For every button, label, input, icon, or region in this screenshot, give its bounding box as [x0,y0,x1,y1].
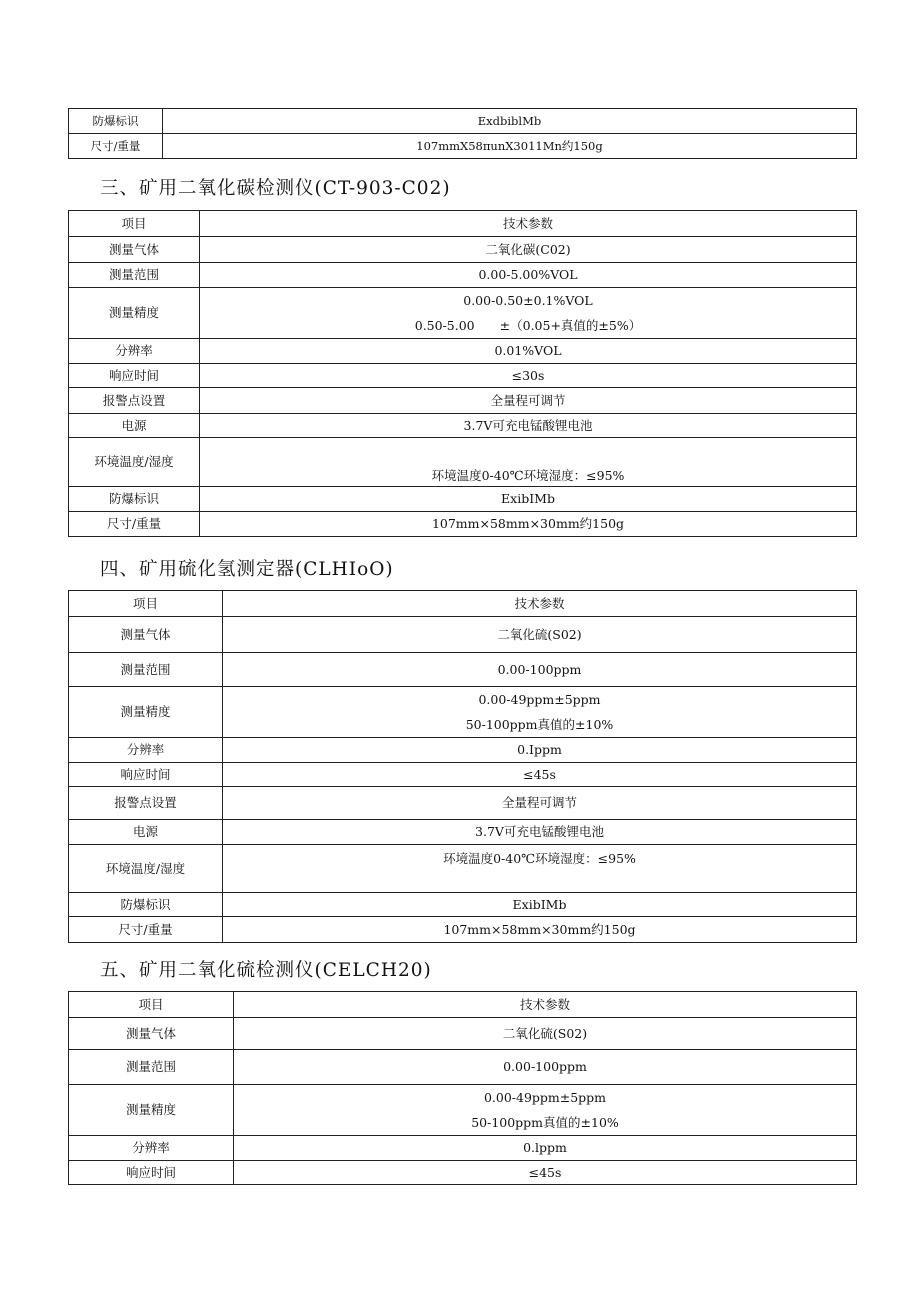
spec-table-section3 [68,210,857,537]
row-label: 尺寸/重量 [69,134,163,159]
row-label: 测量范围 [69,263,200,288]
table-row [69,1018,857,1050]
section4-table-wrap [68,590,857,943]
header-item: 项目 [69,211,200,237]
table-row [69,237,857,263]
table-row [69,414,857,438]
row-label: 测量气体 [69,617,223,653]
row-value-multiline [200,288,857,339]
table-row [69,1085,857,1136]
table-row [69,1161,857,1185]
row-value: 二氧化硫(S02) [223,617,857,653]
accuracy-line-2: 50-100ppm真值的±10% [465,717,614,732]
row-label: 电源 [69,414,200,438]
row-value: 0.01%VOL [200,339,857,364]
section-heading: 五、矿用二氧化硫检测仪(CELCH20) [100,960,432,981]
row-label: 电源 [69,820,223,845]
row-label: 测量范围 [69,653,223,687]
row-label: 防爆标识 [69,109,163,134]
row-value: 3.7V可充电锰酸锂电池 [200,414,857,438]
table-row [69,109,857,134]
row-value-multiline [234,1085,857,1136]
row-value: 全量程可调节 [223,787,857,820]
row-label: 测量精度 [69,288,200,339]
row-value: 二氧化碳(C02) [200,237,857,263]
row-label: 尺寸/重量 [69,917,223,943]
row-label: 报警点设置 [69,388,200,414]
table-header-row [69,211,857,237]
row-value: 107mm×58mm×30mm约150g [200,512,857,537]
accuracy-line-1: 0.00-49ppm±5ppm [478,692,601,707]
table-row [69,763,857,787]
accuracy-line-1: 0.00-0.50±0.1%VOL [463,293,593,308]
header-item: 项目 [69,591,223,617]
section-heading: 三、矿用二氧化碳检测仪(CT-903-C02) [100,178,451,199]
header-param: 技术参数 [200,211,857,237]
row-label: 测量范围 [69,1050,234,1085]
row-value: ≤30s [200,364,857,388]
table-row [69,687,857,738]
table-row [69,487,857,512]
row-value: 0.lppm [234,1136,857,1161]
header-param: 技术参数 [223,591,857,617]
spec-table-0 [68,108,857,159]
row-value: 二氧化硫(S02) [234,1018,857,1050]
spec-table-section5 [68,991,857,1185]
row-label: 分辨率 [69,339,200,364]
table-row [69,820,857,845]
table-row [69,263,857,288]
table-row [69,288,857,339]
accuracy-line-2: 0.50-5.00 ±（0.05+真值的±5%） [414,318,642,333]
table-header-row [69,591,857,617]
table-row [69,364,857,388]
row-value: 环境温度0-40℃环境湿度：≤95% [223,845,857,893]
table-row [69,134,857,159]
spec-table-section4 [68,590,857,943]
row-label: 响应时间 [69,1161,234,1185]
row-value: ≤45s [223,763,857,787]
header-item: 项目 [69,992,234,1018]
table-row [69,512,857,537]
table-row [69,339,857,364]
table-continued [68,108,857,159]
row-value: 全量程可调节 [200,388,857,414]
table-row [69,917,857,943]
row-label: 报警点设置 [69,787,223,820]
row-value: ExdbiblMb [163,109,857,134]
row-value: ExibIMb [223,893,857,917]
table-row [69,893,857,917]
section5-table-wrap [68,991,857,1185]
accuracy-line-1: 0.00-49ppm±5ppm [483,1090,607,1105]
row-value: 0.00-5.00%VOL [200,263,857,288]
row-value: ExibIMb [200,487,857,512]
header-param: 技术参数 [234,992,857,1018]
row-label: 响应时间 [69,763,223,787]
row-value: 0.00-100ppm [234,1050,857,1085]
table-row [69,738,857,763]
table-row [69,1050,857,1085]
table-row [69,1136,857,1161]
row-value: 107mm×58mm×30mm约150g [223,917,857,943]
row-value: ≤45s [234,1161,857,1185]
table-header-row [69,992,857,1018]
row-label: 测量气体 [69,1018,234,1050]
row-label: 分辨率 [69,1136,234,1161]
row-label: 环境温度/湿度 [69,438,200,487]
row-label: 响应时间 [69,364,200,388]
table-row [69,845,857,893]
accuracy-line-2: 50-100ppm真值的±10% [471,1115,619,1130]
row-label: 测量气体 [69,237,200,263]
row-value: 107mmX58πunX3011Mn约150g [163,134,857,159]
row-value: 0.Ippm [223,738,857,763]
row-label: 环境温度/湿度 [69,845,223,893]
section-heading: 四、矿用硫化氢测定器(CLHIoO) [100,559,394,580]
row-label: 测量精度 [69,1085,234,1136]
table-row [69,787,857,820]
row-label: 分辨率 [69,738,223,763]
row-value-multiline [223,687,857,738]
row-value: 0.00-100ppm [223,653,857,687]
section3-table-wrap [68,210,857,537]
row-label: 防爆标识 [69,487,200,512]
row-value: 环境温度0-40℃环境湿度：≤95% [200,438,857,487]
row-value: 3.7V可充电锰酸锂电池 [223,820,857,845]
row-label: 防爆标识 [69,893,223,917]
table-row [69,388,857,414]
row-label: 尺寸/重量 [69,512,200,537]
table-row [69,653,857,687]
table-row [69,617,857,653]
table-row [69,438,857,487]
row-label: 测量精度 [69,687,223,738]
